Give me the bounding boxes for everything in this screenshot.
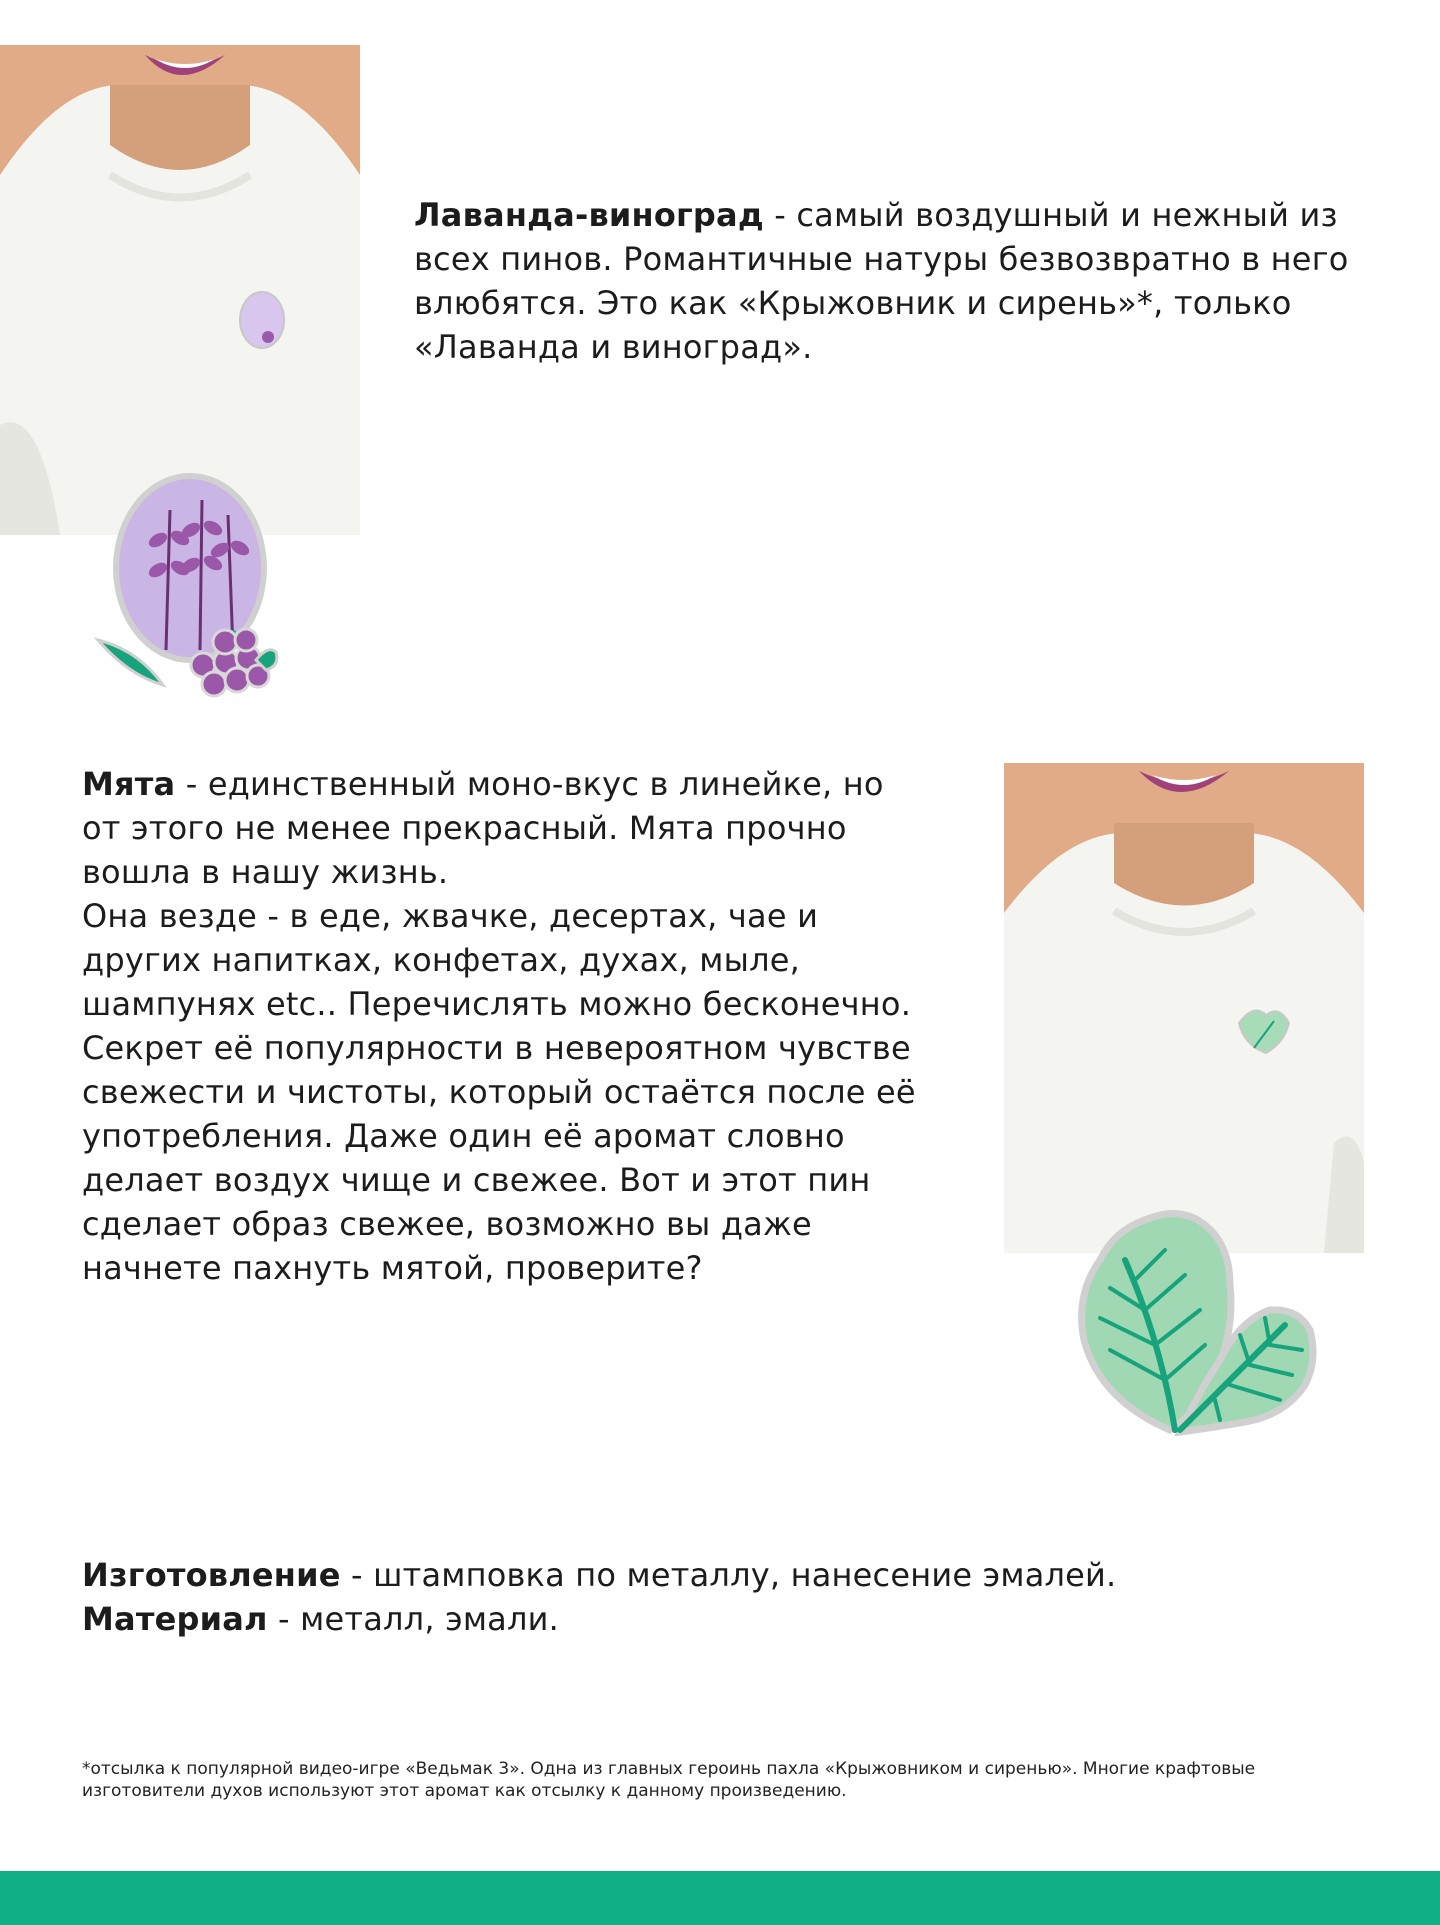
production-value: - штамповка по металлу, нанесение эмалей. <box>340 1556 1117 1594</box>
material-value: - металл, эмали. <box>267 1600 560 1638</box>
mint-text-2: Она везде - в еде, жвачке, десертах, чае и других напитках, конфетах, духах, мыле, шампунях etc.. Перечислять можно бесконечно. Секрет её популярности в невероятном чувстве свежести и чистоты, который остаётся после её употребления. Даже один её аромат словно делает воздух чище и свежее. Вот и этот пин сделает образ свежее, возможно вы даже начнете пахнуть мятой, проверите? <box>82 897 916 1287</box>
lavender-title: Лаванда-виноград <box>414 196 764 234</box>
mint-text-1: - единственный моно-вкус в линейке, но от этого не менее прекрасный. Мята прочно вошла в нашу жизнь. <box>82 765 884 891</box>
footer-bar <box>0 1871 1440 1925</box>
lavender-text: - самый воздушный и нежный из всех пинов. Романтичные натуры безвозвратно в него влюбятся. Это как «Крыжовник и сирень»*, только «Лаванда и виноград». <box>414 196 1349 366</box>
material-label: Материал <box>82 1600 268 1638</box>
lavender-grape-pin-image <box>88 470 288 700</box>
mint-pin-image <box>1070 1200 1320 1440</box>
lavender-description <box>414 193 1374 369</box>
mint-description <box>82 762 922 1290</box>
footnote: *отсылка к популярной видео-игре «Ведьмак 3». Одна из главных героинь пахла «Крыжовником и сиренью». Многие крафтовые изготовители духов используют этот аромат как отсылку к данному произведению. <box>82 1759 1256 1801</box>
photo-lavender-pin-model <box>0 45 360 535</box>
photo-mint-pin-model <box>1004 763 1364 1253</box>
mint-title: Мята <box>82 765 176 803</box>
production-label: Изготовление <box>82 1556 341 1594</box>
production-info <box>82 1553 1282 1641</box>
